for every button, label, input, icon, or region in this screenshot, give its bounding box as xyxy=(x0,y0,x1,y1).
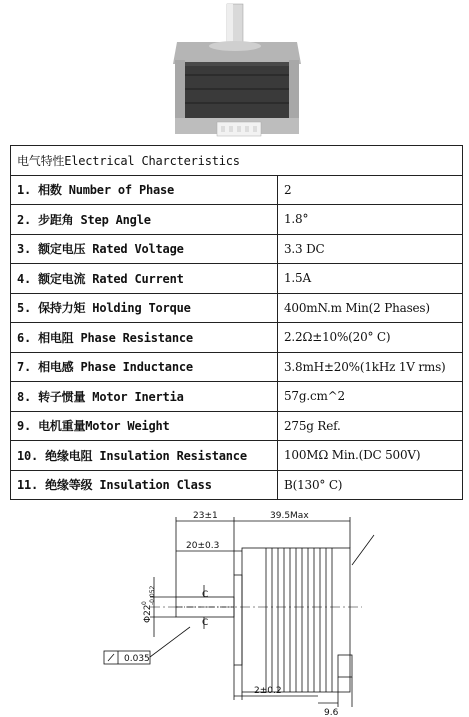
dim-diameter-tol-bottom: -0.052 xyxy=(149,585,156,605)
spec-row xyxy=(11,293,463,323)
spec-row xyxy=(11,441,463,471)
dim-shaft-length: 23±1 xyxy=(193,511,218,521)
spec-row xyxy=(11,234,463,264)
spec-value: B(130° C) xyxy=(278,470,463,500)
spec-value: 3.8mH±20%(1kHz 1V rms) xyxy=(278,352,463,382)
tolerance-value: 0.035 xyxy=(124,654,150,664)
spec-label: 10. 绝缘电阻 Insulation Resistance xyxy=(11,441,278,471)
spec-label: 7. 相电感 Phase Inductance xyxy=(11,352,278,382)
spec-value: 2 xyxy=(278,175,463,205)
spec-label: 3. 额定电压 Rated Voltage xyxy=(11,234,278,264)
spec-label: 6. 相电阻 Phase Resistance xyxy=(11,323,278,353)
spec-label: 8. 转子惯量 Motor Inertia xyxy=(11,382,278,412)
spec-header: 电气特性Electrical Charcteristics xyxy=(11,146,463,176)
datum-c-top: C xyxy=(202,590,209,600)
spec-value: 1.5A xyxy=(278,264,463,294)
spec-row xyxy=(11,264,463,294)
dim-step: 2±0.2 xyxy=(254,686,282,696)
spec-row xyxy=(11,175,463,205)
spec-label: 11. 绝缘等级 Insulation Class xyxy=(11,470,278,500)
spec-value: 57g.cm^2 xyxy=(278,382,463,412)
spec-value: 275g Ref. xyxy=(278,411,463,441)
spec-row xyxy=(11,352,463,382)
dimension-drawing xyxy=(0,505,469,717)
dim-connector: 9.6 xyxy=(324,708,339,717)
spec-row xyxy=(11,323,463,353)
spec-label: 1. 相数 Number of Phase xyxy=(11,175,278,205)
dim-body-length: 39.5Max xyxy=(270,511,309,521)
spec-row xyxy=(11,411,463,441)
spec-label: 4. 额定电流 Rated Current xyxy=(11,264,278,294)
dim-flange: 20±0.3 xyxy=(186,541,220,551)
spec-row xyxy=(11,382,463,412)
spec-value: 1.8° xyxy=(278,205,463,235)
spec-value: 2.2Ω±10%(20° C) xyxy=(278,323,463,353)
spec-value: 100MΩ Min.(DC 500V) xyxy=(278,441,463,471)
dim-diameter-tol-top: 0 xyxy=(141,601,148,605)
spec-row xyxy=(11,470,463,500)
spec-label: 2. 步距角 Step Angle xyxy=(11,205,278,235)
motor-photo xyxy=(155,2,319,140)
spec-value: 400mN.m Min(2 Phases) xyxy=(278,293,463,323)
spec-table xyxy=(10,145,463,500)
spec-value: 3.3 DC xyxy=(278,234,463,264)
spec-label: 9. 电机重量Motor Weight xyxy=(11,411,278,441)
spec-header-row xyxy=(11,146,463,176)
spec-label: 5. 保持力矩 Holding Torque xyxy=(11,293,278,323)
datum-c-bottom: C xyxy=(202,618,209,628)
spec-row xyxy=(11,205,463,235)
dim-diameter: Φ22 xyxy=(143,604,153,623)
